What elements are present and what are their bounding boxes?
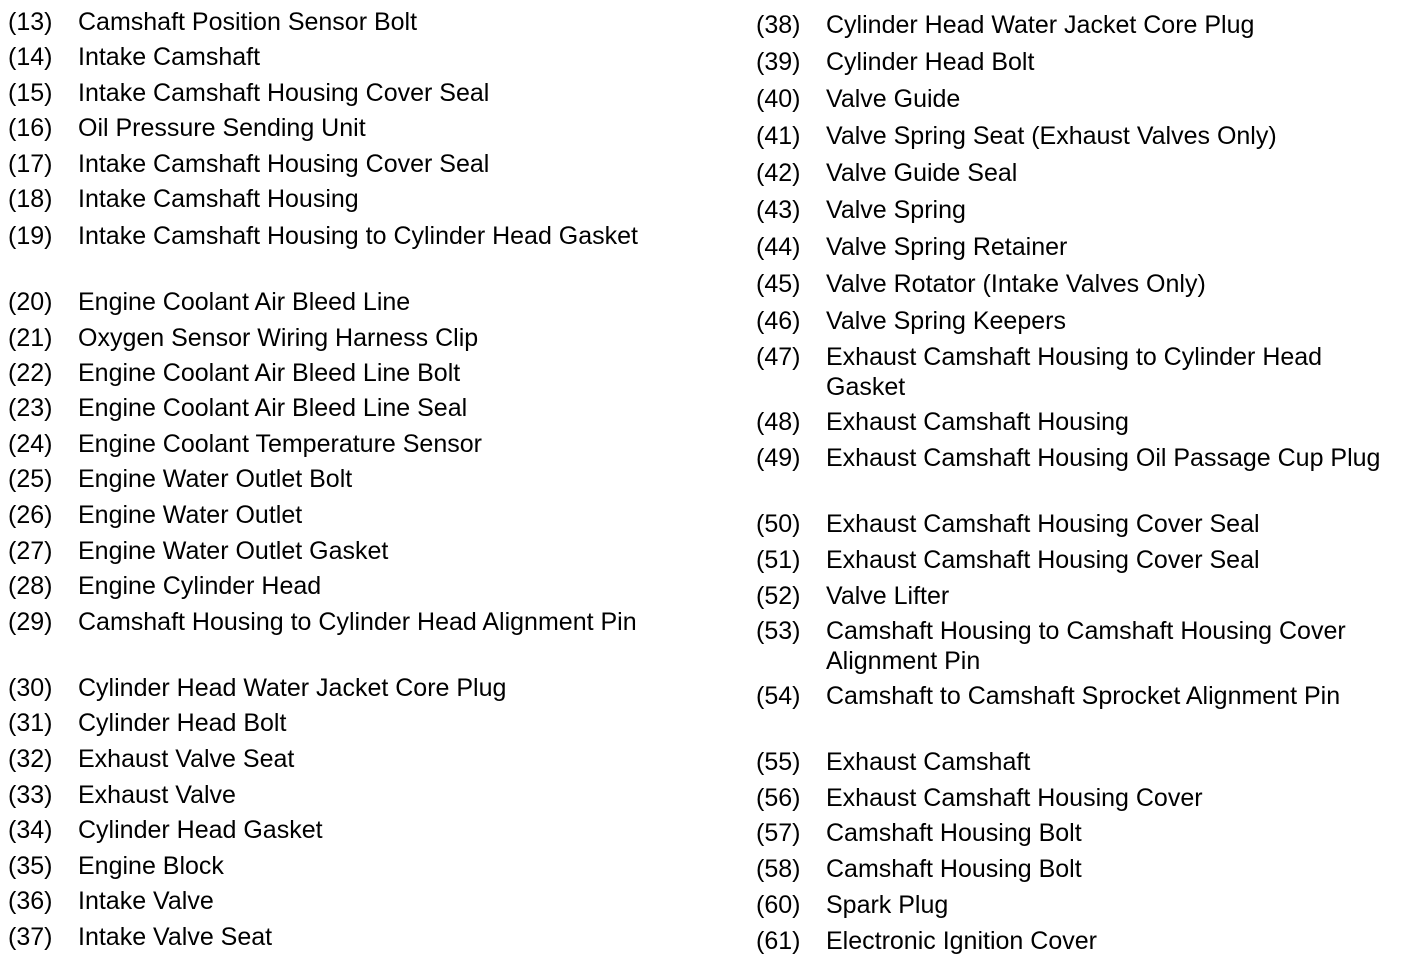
legend-item-description: Intake Valve Seat bbox=[78, 923, 273, 951]
legend-item bbox=[8, 7, 417, 37]
legend-item-description: Camshaft Position Sensor Bolt bbox=[78, 8, 418, 36]
legend-item-description: Exhaust Camshaft Housing bbox=[826, 408, 1129, 436]
legend-item bbox=[756, 269, 1206, 299]
legend-item bbox=[8, 358, 460, 388]
legend-item-description: Engine Cylinder Head bbox=[78, 572, 322, 600]
legend-item-description: Oxygen Sensor Wiring Harness Clip bbox=[78, 324, 479, 352]
legend-item-description: Valve Rotator (Intake Valves Only) bbox=[826, 270, 1206, 298]
legend-item bbox=[756, 581, 949, 611]
legend-item-number: (50) bbox=[756, 510, 801, 538]
legend-item-description: Intake Camshaft Housing Cover Seal bbox=[78, 150, 490, 178]
legend-item-description: Engine Coolant Air Bleed Line bbox=[78, 288, 411, 316]
legend-item-description: Camshaft Housing Bolt bbox=[826, 855, 1082, 883]
legend-item bbox=[756, 890, 948, 920]
legend-item bbox=[756, 681, 1340, 711]
legend-item-number: (16) bbox=[8, 114, 53, 142]
legend-item bbox=[8, 429, 482, 459]
legend-item-number: (52) bbox=[756, 582, 801, 610]
legend-item bbox=[8, 815, 323, 845]
legend-item-number: (24) bbox=[8, 430, 53, 458]
legend-item bbox=[756, 306, 1066, 336]
legend-item bbox=[756, 47, 1034, 77]
legend-item-number: (38) bbox=[756, 11, 801, 39]
legend-item-number: (13) bbox=[8, 8, 53, 36]
legend-item-number: (21) bbox=[8, 324, 53, 352]
legend-item-description: Exhaust Valve Seat bbox=[78, 745, 295, 773]
legend-item-description: Exhaust Camshaft bbox=[826, 748, 1031, 776]
legend-item bbox=[756, 616, 1386, 676]
legend-item-description: Valve Spring Retainer bbox=[826, 233, 1068, 261]
legend-item bbox=[756, 509, 1260, 539]
legend-item-description: Intake Camshaft bbox=[78, 43, 261, 71]
legend-item-number: (56) bbox=[756, 784, 801, 812]
legend-item-number: (61) bbox=[756, 927, 801, 955]
legend-item-number: (39) bbox=[756, 48, 801, 76]
legend-item bbox=[8, 500, 302, 530]
legend-item bbox=[8, 744, 294, 774]
legend-item-description: Intake Valve bbox=[78, 887, 214, 915]
legend-item-description: Valve Guide bbox=[826, 85, 961, 113]
legend-item-description: Camshaft Housing Bolt bbox=[826, 819, 1082, 847]
legend-item bbox=[756, 783, 1203, 813]
legend-item-number: (46) bbox=[756, 307, 801, 335]
legend-item-number: (40) bbox=[756, 85, 801, 113]
legend-item bbox=[756, 926, 1097, 956]
legend-item-description: Engine Coolant Air Bleed Line Bolt bbox=[78, 359, 461, 387]
legend-item-number: (15) bbox=[8, 79, 53, 107]
legend-item-description: Cylinder Head Water Jacket Core Plug bbox=[78, 674, 507, 702]
legend-item bbox=[756, 195, 966, 225]
legend-item-number: (33) bbox=[8, 781, 53, 809]
legend-item-description: Exhaust Camshaft Housing to Cylinder Head Gasket bbox=[826, 343, 1323, 401]
legend-item-number: (35) bbox=[8, 852, 53, 880]
legend-item-number: (36) bbox=[8, 887, 53, 915]
legend-item-number: (20) bbox=[8, 288, 53, 316]
legend-item-number: (49) bbox=[756, 444, 801, 472]
legend-item-description: Oil Pressure Sending Unit bbox=[78, 114, 366, 142]
legend-item bbox=[8, 922, 272, 952]
legend-item-number: (25) bbox=[8, 465, 53, 493]
legend-item-description: Exhaust Camshaft Housing Cover Seal bbox=[826, 510, 1260, 538]
legend-item bbox=[8, 78, 489, 108]
legend-item-description: Intake Camshaft Housing to Cylinder Head Gasket bbox=[78, 222, 638, 250]
legend-item bbox=[756, 854, 1082, 884]
legend-item-number: (55) bbox=[756, 748, 801, 776]
legend-item-number: (26) bbox=[8, 501, 53, 529]
legend-item-number: (18) bbox=[8, 185, 53, 213]
legend-item-description: Intake Camshaft Housing Cover Seal bbox=[78, 79, 490, 107]
legend-item bbox=[8, 221, 638, 251]
legend-item-number: (41) bbox=[756, 122, 801, 150]
legend-item bbox=[8, 851, 224, 881]
legend-item-number: (30) bbox=[8, 674, 53, 702]
legend-item-description: Cylinder Head Gasket bbox=[78, 816, 323, 844]
legend-item bbox=[8, 708, 286, 738]
legend-item-description: Engine Water Outlet bbox=[78, 501, 303, 529]
legend-item-description: Exhaust Camshaft Housing Oil Passage Cup Plug bbox=[826, 444, 1381, 472]
legend-item-description: Cylinder Head Bolt bbox=[78, 709, 287, 737]
legend-item-number: (58) bbox=[756, 855, 801, 883]
legend-item-number: (47) bbox=[756, 343, 801, 371]
legend-item-number: (17) bbox=[8, 150, 53, 178]
legend-item bbox=[8, 42, 260, 72]
legend-item bbox=[8, 673, 506, 703]
legend-item-number: (57) bbox=[756, 819, 801, 847]
legend-item bbox=[8, 886, 214, 916]
legend-item-number: (37) bbox=[8, 923, 53, 951]
legend-item bbox=[756, 84, 960, 114]
legend-item-number: (53) bbox=[756, 617, 801, 645]
legend-item-number: (48) bbox=[756, 408, 801, 436]
legend-item bbox=[756, 158, 1017, 188]
legend-item bbox=[756, 407, 1129, 437]
legend-item-number: (31) bbox=[8, 709, 53, 737]
legend-item bbox=[8, 113, 366, 143]
legend-item bbox=[8, 536, 388, 566]
legend-item bbox=[8, 287, 410, 317]
legend-item-description: Camshaft Housing to Camshaft Housing Cover Alignment Pin bbox=[826, 617, 1346, 675]
legend-item-number: (14) bbox=[8, 43, 53, 71]
legend-item-description: Valve Lifter bbox=[826, 582, 950, 610]
legend-item-number: (29) bbox=[8, 608, 53, 636]
legend-item-description: Electronic Ignition Cover bbox=[826, 927, 1097, 955]
legend-item-number: (44) bbox=[756, 233, 801, 261]
legend-item-description: Spark Plug bbox=[826, 891, 949, 919]
legend-item bbox=[756, 747, 1030, 777]
legend-item-number: (45) bbox=[756, 270, 801, 298]
legend-item-description: Exhaust Camshaft Housing Cover Seal bbox=[826, 546, 1260, 574]
legend-item-description: Engine Block bbox=[78, 852, 224, 880]
legend-item-number: (54) bbox=[756, 682, 801, 710]
legend-item bbox=[8, 323, 478, 353]
legend-item-description: Valve Spring Seat (Exhaust Valves Only) bbox=[826, 122, 1277, 150]
legend-item bbox=[756, 818, 1082, 848]
legend-item-number: (32) bbox=[8, 745, 53, 773]
legend-item-number: (19) bbox=[8, 222, 53, 250]
legend-item-description: Valve Guide Seal bbox=[826, 159, 1018, 187]
legend-item-number: (43) bbox=[756, 196, 801, 224]
legend-item-number: (27) bbox=[8, 537, 53, 565]
legend-item-description: Engine Water Outlet Gasket bbox=[78, 537, 389, 565]
legend-item-number: (60) bbox=[756, 891, 801, 919]
legend-item-number: (28) bbox=[8, 572, 53, 600]
legend-item-number: (22) bbox=[8, 359, 53, 387]
legend-item-number: (51) bbox=[756, 546, 801, 574]
legend-item-description: Camshaft to Camshaft Sprocket Alignment Pin bbox=[826, 682, 1341, 710]
legend-item bbox=[8, 607, 637, 637]
legend-item-description: Engine Water Outlet Bolt bbox=[78, 465, 353, 493]
legend-item-description: Engine Coolant Air Bleed Line Seal bbox=[78, 394, 468, 422]
legend-item-number: (42) bbox=[756, 159, 801, 187]
legend-item-description: Valve Spring Keepers bbox=[826, 307, 1066, 335]
legend-item-description: Engine Coolant Temperature Sensor bbox=[78, 430, 482, 458]
legend-item bbox=[8, 149, 489, 179]
legend-item bbox=[8, 393, 467, 423]
legend-item bbox=[756, 443, 1380, 473]
legend-item bbox=[8, 464, 352, 494]
legend-item-number: (34) bbox=[8, 816, 53, 844]
legend-item bbox=[756, 232, 1067, 262]
legend-item bbox=[756, 545, 1260, 575]
legend-item-description: Valve Spring bbox=[826, 196, 966, 224]
legend-item-description: Exhaust Valve bbox=[78, 781, 236, 809]
legend-item bbox=[756, 121, 1277, 151]
legend-item-description: Intake Camshaft Housing bbox=[78, 185, 359, 213]
legend-item-description: Cylinder Head Water Jacket Core Plug bbox=[826, 11, 1255, 39]
legend-item bbox=[8, 571, 321, 601]
legend-item-description: Exhaust Camshaft Housing Cover bbox=[826, 784, 1203, 812]
legend-item-number: (23) bbox=[8, 394, 53, 422]
legend-item-description: Cylinder Head Bolt bbox=[826, 48, 1035, 76]
legend-item-description: Camshaft Housing to Cylinder Head Alignment Pin bbox=[78, 608, 637, 636]
legend-item bbox=[8, 184, 359, 214]
legend-item bbox=[8, 780, 236, 810]
legend-item bbox=[756, 342, 1386, 402]
legend-item bbox=[756, 10, 1254, 40]
